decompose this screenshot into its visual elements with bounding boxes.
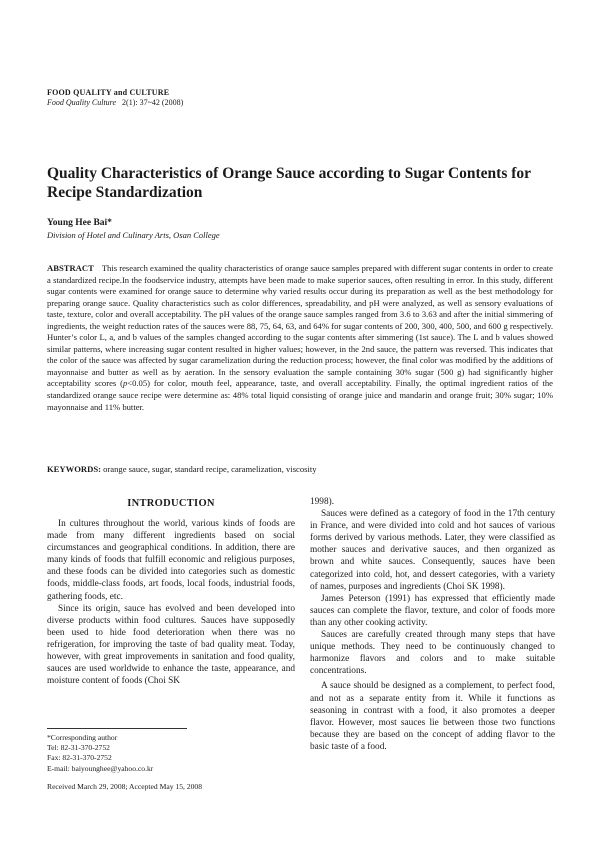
- keywords-text: orange sauce, sugar, standard recipe, caramelization, viscosity: [103, 464, 317, 474]
- body-paragraph: Sauces are carefully created through many steps that have unique methods. They need to be continuously changed to harmonize flavors and colors and to make suitable concentrations.: [310, 630, 555, 677]
- received-accepted-dates: Received March 29, 2008; Accepted May 15, 2008: [47, 782, 202, 791]
- footnote-divider: [47, 728, 187, 729]
- journal-citation-title: Food Quality Culture: [47, 98, 117, 107]
- body-column-right: [310, 496, 555, 753]
- body-paragraph: In cultures throughout the world, various kinds of foods are made from many different ingredients based on social circumstances and geographical conditions. In addition, there are many kinds of foods that fulfill economic and religious purposes, and these foods can be divided into categories such as domestic foods, middle-class foods, art foods, local foods, industrial foods, gathering foods, etc.: [47, 519, 295, 602]
- footnote-corresponding: *Corresponding author: [47, 733, 118, 742]
- section-heading-introduction: INTRODUCTION: [127, 498, 215, 509]
- keywords-label: KEYWORDS:: [47, 464, 101, 474]
- abstract-text-2: <0.05) for color, mouth feel, appearance, taste, and overall acceptability. Finally, the optimal ingredient ratios of the standardized orange sauce recipe were determine as: 48% total liquid consisting of orange juice and mandarin and orange fruit; 30% sugar; 10% mayonnaise and 11% butter.: [47, 378, 553, 412]
- journal-citation: [47, 98, 183, 107]
- abstract-p-symbol: p: [122, 378, 128, 389]
- abstract-label: ABSTRACT: [47, 263, 94, 273]
- footnote-fax: Fax: 82-31-370-2752: [47, 753, 112, 763]
- body-column-left: [47, 518, 295, 687]
- paper-title: Quality Characteristics of Orange Sauce according to Sugar Contents for Recipe Standardization: [47, 165, 531, 201]
- body-paragraph: Sauces were defined as a category of food in the 17th century in France, and were divided into cold and hot sauces of various forms derived by various methods. Later, they were classified as mother sauces and derivative sauces, and then organized as brown and white sauces. Consequently, sauces have been categorized into cold, hot, and dessert categories, with a variety of names, purposes and ingredients (Choi SK 1998).: [310, 509, 555, 592]
- journal-citation-volume: 2(1): 37~42 (2008): [122, 98, 184, 107]
- keywords: [47, 464, 553, 474]
- body-paragraph: A sauce should be designed as a complement, to perfect food, and not as a separate entity from it. While it functions as seasoning in contrast with a food, it also promotes a deeper flavor. However, most sauces lie between those two functions because they are based on the concept of adding flavor to the basic taste of a food.: [310, 681, 555, 752]
- author-affiliation: Division of Hotel and Culinary Arts, Osan College: [47, 230, 220, 240]
- body-paragraph: James Peterson (1991) has expressed that efficiently made sauces can complete the flavor, texture, and color of foods more than any other cooking activity.: [310, 593, 555, 628]
- body-paragraph-continuation: 1998).: [310, 497, 335, 507]
- body-paragraph: Since its origin, sauce has evolved and been developed into diverse products within food cultures. Sauces have supposedly been used to hide food deterioration when there was no refrigeration, for improving the taste of bad quality meat. Today, however, with great improvements in sanitation and food quality, sauces are used worldwide to enhance the taste, appearance, and moisture content of foods (Choi SK: [47, 603, 295, 687]
- abstract-text-1: This research examined the quality characteristics of orange sauce samples prepared with different sugar contents in order to create a standardized recipe.In the foodservice industry, attempts have been made to make superior sauces, often resulting in error. In this study, different sugar contents were examined for orange sauce to determine why varied results occur during its preparation as well as the best methodology for preparing orange sauce. Quality characteristics such as color differences, spreadability, and pH were analyzed, as well as sensory evaluations of taste, texture, color and overall acceptability. The pH values of the orange sauce samples ranged from 3.6 to 3.63 and after the initial simmering of ingredients, the weight reduction rates of the sauces were 88, 75, 64, 63, and 64% for sugar contents of 200, 300, 400, 500, and 600 g respectively. Hunter’s color L, a, and b values of the samples changed according to the sugar contents after simmering (1st sauce). The L and b values showed similar patterns, where increasing sugar content resulted in higher values; however, in the 2nd sauce, the pattern was reversed. This indicates that the color of the sauce was affected by sugar caramelization during the reduction process; however, the final color was modified by the additions of mayonnaise and butter as well as by aeration. In the sensory evaluation the sample containing 30% sugar (500 g) had significantly higher acceptability scores (: [47, 263, 553, 389]
- footnote-contact: [47, 733, 153, 774]
- abstract: [47, 263, 553, 413]
- footnote-email: E-mail: baiyounghee@yahoo.co.kr: [47, 763, 154, 773]
- journal-name: FOOD QUALITY and CULTURE: [47, 88, 170, 97]
- footnote-tel: Tel: 82-31-370-2752: [47, 743, 110, 753]
- author-name: Young Hee Bai*: [47, 218, 112, 228]
